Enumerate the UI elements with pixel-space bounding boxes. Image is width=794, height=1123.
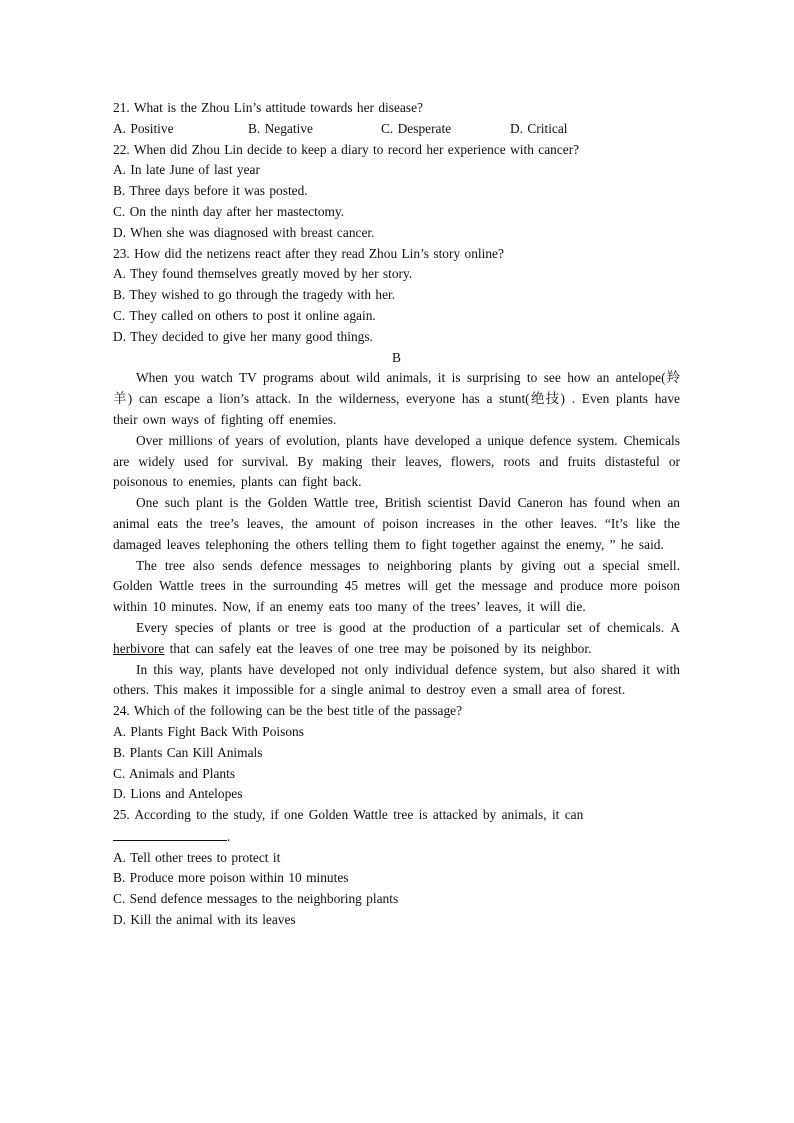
q22-option-d: D. When she was diagnosed with breast cancer. (113, 224, 375, 240)
q24-option-b: B. Plants Can Kill Animals (113, 744, 263, 760)
q24-option-c: C. Animals and Plants (113, 765, 236, 781)
section-b-heading: B (392, 349, 401, 365)
paragraph-5-text-before: Every species of plants or tree is good at the production of a particular set of chemicals. A (136, 619, 680, 635)
herbivore-term: herbivore (113, 640, 165, 656)
q22-option-c: C. On the ninth day after her mastectomy. (113, 203, 345, 219)
q22-option-a: A. In late June of last year (113, 162, 260, 178)
q25-option-a: A. Tell other trees to protect it (113, 849, 281, 865)
q21-option-d: D. Critical (510, 120, 568, 136)
q21-stem: 21. What is the Zhou Lin’s attitude towards her disease? (113, 100, 423, 115)
passage-paragraph-1: When you watch TV programs about wild animals, it is surprising to see how an antelope(羚羊) can escape a lion’s attack. In the wilderness, everyone has a stunt(绝技) . Even plants have their own ways of fighting off enemies. (113, 370, 680, 427)
passage-paragraph-3: One such plant is the Golden Wattle tree, British scientist David Caneron has found when an animal eats the tree’s leaves, the amount of poison increases in the other leaves. “It’s like the damaged leaves telephoning the others telling them to fight together against the enemy, ” he said. (113, 495, 680, 552)
answer-blank (113, 826, 227, 841)
q25-option-b: B. Produce more poison within 10 minutes (113, 870, 349, 886)
q25-option-c: C. Send defence messages to the neighboring plants (113, 891, 399, 907)
paragraph-5-text-after: that can safely eat the leaves of one tree may be poisoned by its neighbor. (164, 640, 592, 656)
passage-paragraph-6: In this way, plants have developed not only individual defence system, but also shared it with others. This makes it impossible for a single animal to destroy even a small area of forest. (113, 661, 680, 698)
passage-paragraph-5 (113, 618, 680, 660)
q21-option-c: C. Desperate (381, 120, 452, 136)
q22-option-b: B. Three days before it was posted. (113, 183, 308, 199)
document-page (113, 98, 680, 931)
q25-blank-end: . (227, 828, 231, 844)
q24-stem: 24. Which of the following can be the best title of the passage? (113, 703, 463, 719)
q23-option-c: C. They called on others to post it online again. (113, 307, 376, 323)
passage-paragraph-4: The tree also sends defence messages to neighboring plants by giving out a special smell. Golden Wattle trees in the surrounding 45 metres will get the message and produce more poison within 10 minutes. Now, if an enemy eats too many of the trees’ leaves, it will die. (113, 557, 680, 615)
q24-option-d: D. Lions and Antelopes (113, 786, 243, 802)
q21-options (113, 119, 680, 140)
q24-option-a: A. Plants Fight Back With Poisons (113, 723, 304, 739)
q25-blank-line (113, 826, 680, 848)
q23-stem: 23. How did the netizens react after they read Zhou Lin’s story online? (113, 245, 504, 261)
q23-option-d: D. They decided to give her many good things. (113, 328, 373, 344)
q25-stem: 25. According to the study, if one Golden Wattle tree is attacked by animals, it can (113, 807, 584, 823)
q21-option-b: B. Negative (248, 120, 313, 136)
q21-option-a: A. Positive (113, 120, 174, 136)
q22-stem: 22. When did Zhou Lin decide to keep a diary to record her experience with cancer? (113, 141, 580, 157)
q23-option-b: B. They wished to go through the tragedy with her. (113, 287, 396, 303)
q23-option-a: A. They found themselves greatly moved by her story. (113, 266, 413, 282)
q25-option-d: D. Kill the animal with its leaves (113, 912, 296, 928)
passage-paragraph-2: Over millions of years of evolution, plants have developed a unique defence system. Chemicals are widely used for survival. By making their leaves, flowers, roots and fruits distasteful or poisonous to enemies, plants can fight back. (113, 432, 680, 490)
